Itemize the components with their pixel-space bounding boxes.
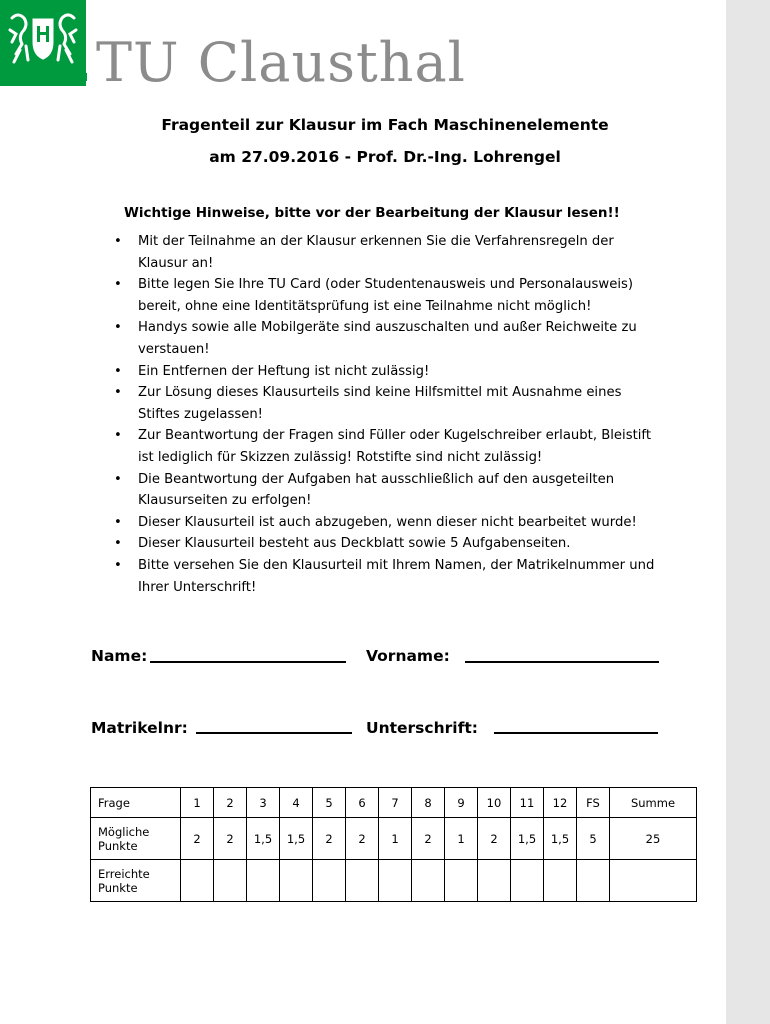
hints-list [112, 231, 684, 598]
hint-text: Stiftes zugelassen! [138, 406, 263, 422]
question-number-cell: 7 [379, 788, 412, 818]
achieved-points-cell[interactable] [511, 860, 544, 902]
bullet-icon: • [114, 428, 122, 444]
hint-text: Klausurseiten zu erfolgen! [138, 493, 312, 509]
hint-text: Bitte legen Sie Ihre TU Card (oder Studentenausweis und Personalausweis) [138, 277, 633, 293]
achieved-points-cell[interactable] [610, 860, 697, 902]
bullet-icon: • [114, 277, 122, 293]
hint-item [112, 425, 684, 468]
hint-item [112, 274, 684, 317]
achieved-points-cell[interactable] [313, 860, 346, 902]
row-header-text: Punkte [98, 880, 138, 895]
hint-text: Klausur an! [138, 255, 214, 271]
unterschrift-label: Unterschrift: [366, 719, 478, 737]
question-number-cell: 8 [412, 788, 445, 818]
matrikel-label: Matrikelnr: [91, 719, 188, 737]
table-row [91, 818, 697, 860]
hint-text: Ihrer Unterschrift! [138, 579, 257, 595]
hint-text: bereit, ohne eine Identitätsprüfung ist eine Teilnahme nicht möglich! [138, 298, 592, 314]
hint-text: Dieser Klausurteil besteht aus Deckblatt sowie 5 Aufgabenseiten. [138, 536, 571, 552]
possible-points-cell: 1,5 [280, 818, 313, 860]
bullet-icon: • [114, 557, 122, 573]
matrikel-field[interactable] [196, 732, 352, 734]
bullet-icon: • [114, 363, 122, 379]
table-row [91, 860, 697, 902]
hint-item [112, 555, 684, 598]
achieved-points-cell[interactable] [412, 860, 445, 902]
row-header-text: Erreichte [98, 866, 150, 881]
achieved-points-cell[interactable] [544, 860, 577, 902]
possible-points-cell: 1 [379, 818, 412, 860]
possible-points-cell: 2 [214, 818, 247, 860]
row-header-text: Punkte [98, 838, 138, 853]
hint-item [112, 469, 684, 512]
hint-text: Handys sowie alle Mobilgeräte sind auszuschalten und außer Reichweite zu [138, 320, 637, 336]
vorname-field[interactable] [465, 661, 659, 663]
hint-text: Dieser Klausurteil ist auch abzugeben, wenn dieser nicht bearbeitet wurde! [138, 514, 637, 530]
achieved-points-cell[interactable] [214, 860, 247, 902]
university-logo [0, 0, 86, 86]
hint-text: Die Beantwortung der Aufgaben hat ausschließlich auf den ausgeteilten [138, 471, 615, 487]
question-number-cell: 11 [511, 788, 544, 818]
achieved-points-cell[interactable] [478, 860, 511, 902]
hint-text: ist lediglich für Skizzen zulässig! Rotstifte sind nicht zulässig! [138, 449, 543, 465]
question-number-cell: FS [577, 788, 610, 818]
score-table [90, 787, 697, 902]
hint-text: Bitte versehen Sie den Klausurteil mit Ihrem Namen, der Matrikelnummer und [138, 557, 655, 573]
possible-points-cell: 2 [478, 818, 511, 860]
question-number-cell: 1 [181, 788, 214, 818]
possible-points-cell: 5 [577, 818, 610, 860]
achieved-points-cell[interactable] [181, 860, 214, 902]
vorname-label: Vorname: [366, 647, 450, 665]
achieved-points-cell[interactable] [346, 860, 379, 902]
hint-item [112, 361, 684, 383]
hint-item [112, 231, 684, 274]
hint-text: Zur Lösung dieses Klausurteils sind keine Hilfsmittel mit Ausnahme eines [138, 385, 622, 401]
bullet-icon: • [114, 471, 122, 487]
university-wordmark: TU Clausthal [96, 31, 466, 94]
achieved-points-cell[interactable] [445, 860, 478, 902]
possible-points-cell: 1,5 [247, 818, 280, 860]
hint-item [112, 317, 684, 360]
hints-heading: Wichtige Hinweise, bitte vor der Bearbeitung der Klausur lesen!! [124, 205, 620, 221]
row-header [91, 818, 181, 860]
question-number-cell: 3 [247, 788, 280, 818]
hint-text: verstauen! [138, 341, 210, 357]
achieved-points-cell[interactable] [247, 860, 280, 902]
possible-points-cell: 25 [610, 818, 697, 860]
possible-points-cell: 1 [445, 818, 478, 860]
possible-points-cell: 2 [181, 818, 214, 860]
exam-title: Fragenteil zur Klausur im Fach Maschinenelemente [161, 116, 609, 134]
name-label: Name: [91, 647, 148, 665]
bullet-icon: • [114, 234, 122, 249]
name-field[interactable] [150, 661, 346, 663]
question-number-cell: 6 [346, 788, 379, 818]
question-number-cell: 12 [544, 788, 577, 818]
hint-item [112, 382, 684, 425]
question-number-cell: 9 [445, 788, 478, 818]
achieved-points-cell[interactable] [577, 860, 610, 902]
possible-points-cell: 2 [313, 818, 346, 860]
exam-date-examiner: am 27.09.2016 - Prof. Dr.-Ing. Lohrengel [209, 148, 561, 166]
hint-text: Mit der Teilnahme an der Klausur erkennen Sie die Verfahrensregeln der [138, 234, 614, 249]
question-number-cell: 2 [214, 788, 247, 818]
achieved-points-cell[interactable] [379, 860, 412, 902]
row-header: Frage [91, 788, 181, 818]
bullet-icon: • [114, 536, 122, 552]
table-row [91, 788, 697, 818]
bullet-icon: • [114, 385, 122, 401]
question-number-cell: 10 [478, 788, 511, 818]
row-header-text: Mögliche [98, 824, 150, 839]
logo-accent-square [79, 73, 87, 81]
hint-text: Zur Beantwortung der Fragen sind Füller oder Kugelschreiber erlaubt, Bleistift [138, 428, 651, 444]
coat-of-arms-icon [6, 10, 80, 68]
bullet-icon: • [114, 320, 122, 336]
hint-item [112, 512, 684, 534]
possible-points-cell: 1,5 [511, 818, 544, 860]
hint-item [112, 533, 684, 555]
question-number-cell: Summe [610, 788, 697, 818]
possible-points-cell: 2 [346, 818, 379, 860]
possible-points-cell: 1,5 [544, 818, 577, 860]
possible-points-cell: 2 [412, 818, 445, 860]
hint-text: Ein Entfernen der Heftung ist nicht zulässig! [138, 363, 430, 379]
question-number-cell: 5 [313, 788, 346, 818]
signature-field[interactable] [494, 732, 658, 734]
bullet-icon: • [114, 514, 122, 530]
row-header [91, 860, 181, 902]
achieved-points-cell[interactable] [280, 860, 313, 902]
question-number-cell: 4 [280, 788, 313, 818]
